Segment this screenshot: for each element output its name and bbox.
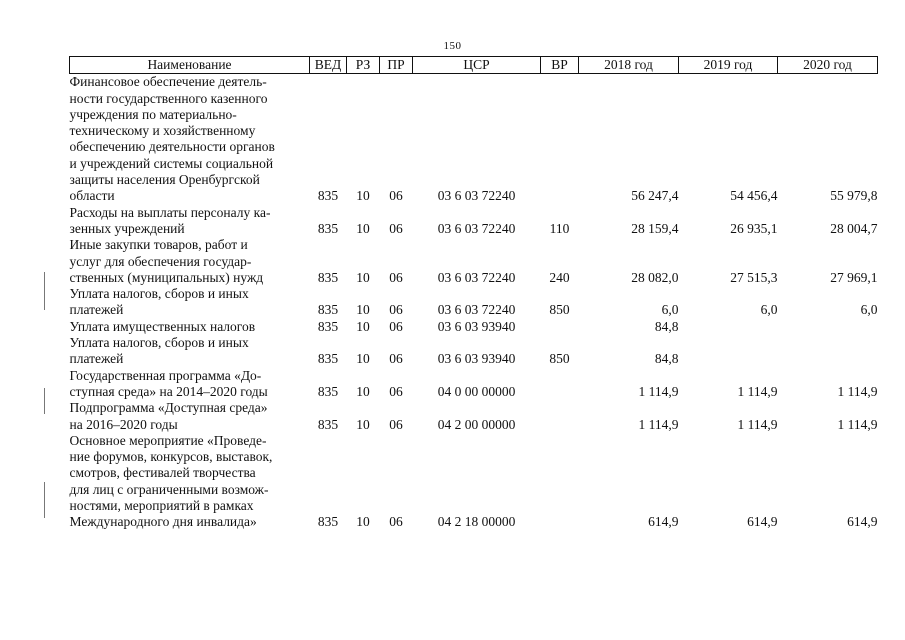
name-line: Расходы на выплаты персоналу ка- xyxy=(69,204,271,220)
cell-pr: 06 xyxy=(389,383,403,399)
cell-2020: 6,0 xyxy=(860,302,878,318)
cell-rz: 10 xyxy=(356,318,370,334)
cell-2018: 56 247,4 xyxy=(631,188,679,204)
cell-pr: 06 xyxy=(389,514,403,530)
cell-rz: 10 xyxy=(356,383,370,399)
header-vr: ВР xyxy=(541,57,579,74)
cell-pr: 06 xyxy=(389,416,403,432)
cell-name xyxy=(70,400,310,433)
name-line: ностями, мероприятий в рамках xyxy=(69,498,254,514)
cell-name xyxy=(70,335,310,368)
cell-rz: 10 xyxy=(356,188,370,204)
cell-pr: 06 xyxy=(389,318,403,334)
cell-2018: 84,8 xyxy=(654,318,679,334)
cell-vr xyxy=(541,400,579,433)
page-number: 150 xyxy=(443,40,462,52)
name-line: услуг для обеспечения государ- xyxy=(69,253,252,269)
cell-pr: 06 xyxy=(389,351,403,367)
cell-ved: 835 xyxy=(317,514,339,530)
name-line: обеспечению деятельности органов xyxy=(69,139,275,155)
name-line: платежей xyxy=(69,302,124,318)
cell-pr: 06 xyxy=(389,220,403,236)
scan-mark xyxy=(44,482,45,518)
cell-rz: 10 xyxy=(356,514,370,530)
table-row xyxy=(70,237,878,286)
cell-2019 xyxy=(679,319,778,335)
name-line: ступная среда» на 2014–2020 годы xyxy=(69,383,268,399)
name-line: учреждения по материально- xyxy=(69,106,237,122)
header-name: Наименование xyxy=(70,57,310,74)
cell-vr xyxy=(541,319,579,335)
cell-2019: 1 114,9 xyxy=(737,383,778,399)
table-row xyxy=(70,205,878,238)
table-row xyxy=(70,433,878,531)
name-line: на 2016–2020 годы xyxy=(69,416,178,432)
cell-pr: 06 xyxy=(389,302,403,318)
table-row xyxy=(70,319,878,335)
cell-2019: 6,0 xyxy=(760,302,778,318)
cell-2019: 27 515,3 xyxy=(730,269,778,285)
cell-ved: 835 xyxy=(317,220,339,236)
cell-rz: 10 xyxy=(356,351,370,367)
cell-2018: 1 114,9 xyxy=(638,416,679,432)
table-body xyxy=(70,74,878,531)
cell-ved: 835 xyxy=(317,269,339,285)
cell-2019: 54 456,4 xyxy=(730,188,778,204)
cell-2018: 614,9 xyxy=(648,514,679,530)
cell-pr: 06 xyxy=(389,269,403,285)
name-line: Иные закупки товаров, работ и xyxy=(69,237,248,253)
name-line: смотров, фестивалей творчества xyxy=(69,465,256,481)
cell-rz: 10 xyxy=(356,416,370,432)
cell-2020 xyxy=(778,335,878,368)
name-line: области xyxy=(69,188,115,204)
table-row xyxy=(70,286,878,319)
cell-name xyxy=(70,319,310,335)
table-row xyxy=(70,74,878,205)
cell-2020: 28 004,7 xyxy=(830,220,878,236)
cell-vr: 850 xyxy=(549,351,570,367)
table-row xyxy=(70,335,878,368)
cell-2018: 6,0 xyxy=(661,302,679,318)
cell-vr: 110 xyxy=(549,220,570,236)
header-rz: РЗ xyxy=(347,57,380,74)
cell-2020: 1 114,9 xyxy=(837,416,878,432)
cell-rz: 10 xyxy=(356,302,370,318)
name-line: ственных (муниципальных) нужд xyxy=(69,269,264,285)
name-line: техническому и хозяйственному xyxy=(69,123,256,139)
cell-csr: 04 2 18 00000 xyxy=(437,514,516,530)
cell-ved: 835 xyxy=(317,383,339,399)
name-line: ности государственного казенного xyxy=(69,90,268,106)
cell-name xyxy=(70,368,310,401)
cell-name xyxy=(70,286,310,319)
cell-name xyxy=(70,205,310,238)
cell-pr: 06 xyxy=(389,188,403,204)
cell-csr: 04 2 00 00000 xyxy=(437,416,516,432)
cell-name xyxy=(70,237,310,286)
table-row xyxy=(70,368,878,401)
cell-2018: 1 114,9 xyxy=(638,383,679,399)
cell-vr: 240 xyxy=(549,269,570,285)
cell-csr: 04 0 00 00000 xyxy=(437,383,516,399)
cell-2018: 28 082,0 xyxy=(631,269,679,285)
name-line: для лиц с ограниченными возмож- xyxy=(69,481,269,497)
cell-2020: 1 114,9 xyxy=(837,383,878,399)
cell-2020 xyxy=(778,319,878,335)
cell-2019: 614,9 xyxy=(747,514,778,530)
cell-csr: 03 6 03 93940 xyxy=(437,351,516,367)
cell-2020: 614,9 xyxy=(847,514,878,530)
cell-rz: 10 xyxy=(356,269,370,285)
name-line: Уплата налогов, сборов и иных xyxy=(69,335,249,351)
cell-ved: 835 xyxy=(317,188,339,204)
header-year-2020: 2020 год xyxy=(778,57,878,74)
name-line: ние форумов, конкурсов, выставок, xyxy=(69,449,273,465)
name-line: Уплата налогов, сборов и иных xyxy=(69,286,249,302)
cell-csr: 03 6 03 72240 xyxy=(437,188,516,204)
cell-vr xyxy=(541,433,579,531)
name-line: Международного дня инвалида» xyxy=(69,514,257,530)
cell-csr: 03 6 03 72240 xyxy=(437,269,516,285)
header-year-2018: 2018 год xyxy=(579,57,679,74)
cell-ved: 835 xyxy=(317,416,339,432)
cell-name xyxy=(70,74,310,205)
cell-2018: 84,8 xyxy=(654,351,679,367)
name-line: Государственная программа «До- xyxy=(69,367,262,383)
header-year-2019: 2019 год xyxy=(679,57,778,74)
cell-rz: 10 xyxy=(356,220,370,236)
name-line: Уплата имущественных налогов xyxy=(69,318,256,334)
cell-name xyxy=(70,433,310,531)
name-line: Подпрограмма «Доступная среда» xyxy=(69,400,268,416)
header-ved: ВЕД xyxy=(310,57,347,74)
cell-2019: 26 935,1 xyxy=(730,220,778,236)
name-line: зенных учреждений xyxy=(69,220,185,236)
cell-vr: 850 xyxy=(549,302,570,318)
table-header-row xyxy=(70,57,878,74)
table-row xyxy=(70,400,878,433)
cell-2019 xyxy=(679,335,778,368)
cell-2020: 55 979,8 xyxy=(830,188,878,204)
budget-table xyxy=(69,56,878,531)
cell-2018: 28 159,4 xyxy=(631,220,679,236)
cell-ved: 835 xyxy=(317,318,339,334)
cell-csr: 03 6 03 72240 xyxy=(437,302,516,318)
cell-vr xyxy=(541,74,579,205)
name-line: Основное мероприятие «Проведе- xyxy=(69,432,267,448)
name-line: и учреждений системы социальной xyxy=(69,155,274,171)
name-line: Финансовое обеспечение деятель- xyxy=(69,74,267,90)
cell-ved: 835 xyxy=(317,351,339,367)
cell-2020: 27 969,1 xyxy=(830,269,878,285)
name-line: платежей xyxy=(69,351,124,367)
scan-mark xyxy=(44,388,45,414)
header-pr: ПР xyxy=(380,57,413,74)
cell-vr xyxy=(541,368,579,401)
cell-csr: 03 6 03 72240 xyxy=(437,220,516,236)
cell-2019: 1 114,9 xyxy=(737,416,778,432)
cell-ved: 835 xyxy=(317,302,339,318)
scan-mark xyxy=(44,272,45,310)
name-line: защиты населения Оренбургской xyxy=(69,172,260,188)
header-csr: ЦСР xyxy=(413,57,541,74)
cell-csr: 03 6 03 93940 xyxy=(437,318,516,334)
